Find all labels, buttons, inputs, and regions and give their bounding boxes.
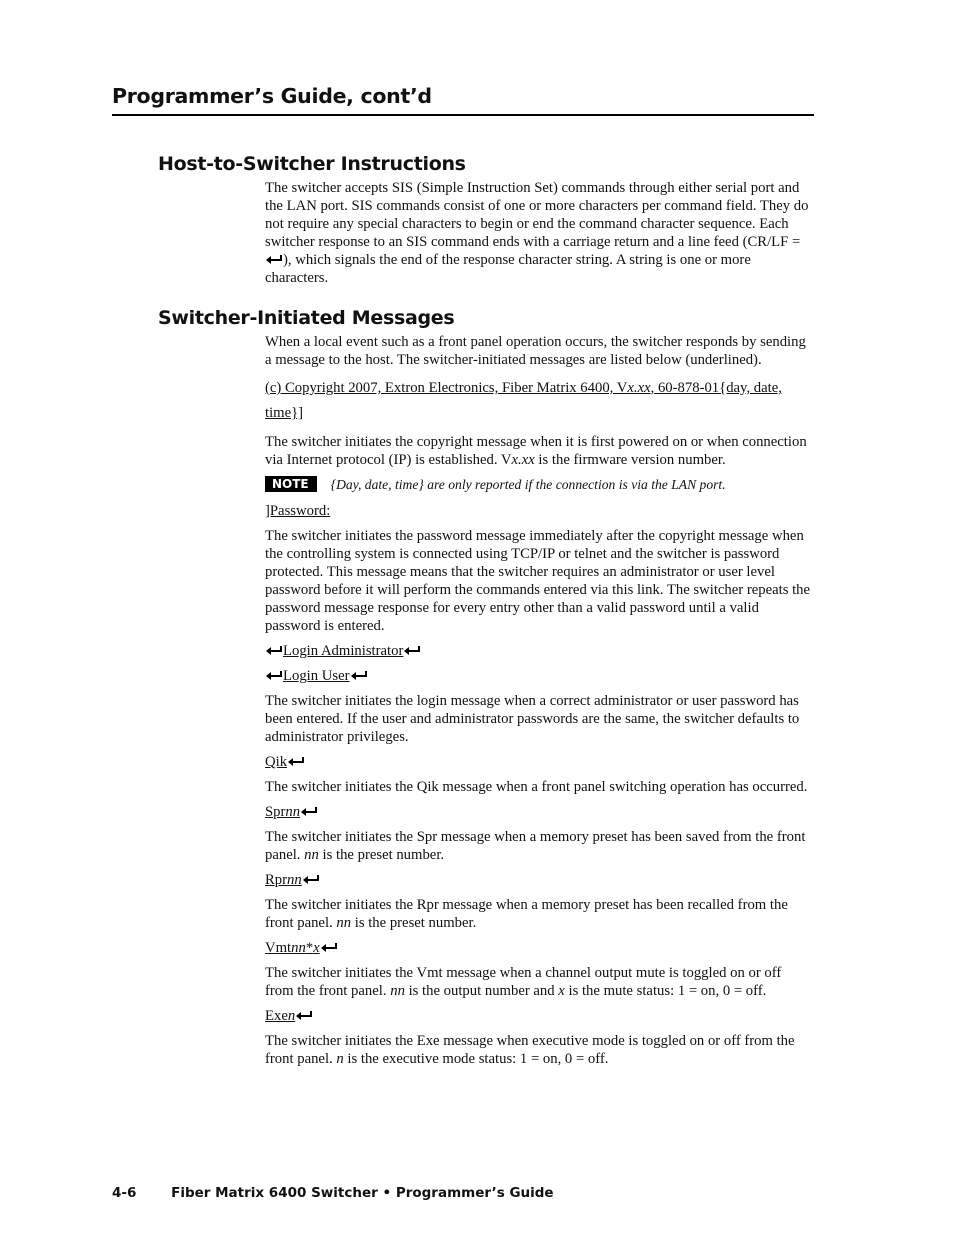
return-icon: [302, 874, 320, 885]
sis-paragraph: The switcher accepts SIS (Simple Instruction Set) commands through either serial port and the LAN port. SIS commands consist of one or more characters per command field. They do not require any special characters to begin or end the command character sequence. Each switcher response to an SIS command ends with a carriage return and a line feed (CR/LF = ), which signals the end of the response character string. A string is one or more characters.: [265, 180, 809, 286]
return-icon: [265, 645, 283, 656]
spr-message: Sprnn: [265, 803, 813, 821]
copyright-message: (c) Copyright 2007, Extron Electronics, Fiber Matrix 6400, Vx.xx, 60-878-01{day, date, time}]: [265, 380, 782, 421]
password-description: The switcher initiates the password message immediately after the copyright message when the controlling system is connected using TCP/IP or telnet and the switcher is password protected. This message means that the switcher requires an administrator or user level password before it will perform the commands entered via this link. The switcher repeats the password message response for every entry other than a valid password until a valid password is entered.: [265, 528, 811, 634]
return-icon: [287, 756, 305, 767]
page-header-title: Programmer’s Guide, cont’d: [112, 84, 432, 108]
qik-message: Qik: [265, 753, 813, 771]
section-heading-switcher-initiated: Switcher-Initiated Messages: [158, 307, 455, 329]
exe-description: The switcher initiates the Exe message when executive mode is toggled on or off from the front panel. n is the executive mode status: 1 = on, 0 = off.: [265, 1033, 795, 1067]
note-badge: NOTE: [265, 476, 317, 492]
return-icon: [350, 670, 368, 681]
qik-description: The switcher initiates the Qik message when a front panel switching operation has occurred.: [265, 779, 808, 795]
vmt-message: Vmtnn*x: [265, 939, 813, 957]
section-switcher-initiated-body: [265, 333, 813, 1075]
note-text: {Day, date, time} are only reported if the connection is via the LAN port.: [330, 477, 726, 492]
page-number: 4-6: [112, 1185, 137, 1201]
section-heading-host-to-switcher: Host-to-Switcher Instructions: [158, 153, 466, 175]
vmt-description: The switcher initiates the Vmt message when a channel output mute is toggled on or off from the front panel. nn is the output number and x is the mute status: 1 = on, 0 = off.: [265, 965, 782, 999]
return-icon: [403, 645, 421, 656]
login-description: The switcher initiates the login message when a correct administrator or user password has been entered. If the user and administrator passwords are the same, the switcher defaults to administrator privileges.: [265, 693, 800, 745]
return-icon: [300, 806, 318, 817]
exe-message: Exen: [265, 1007, 813, 1025]
password-message: ]Password:: [265, 503, 331, 519]
intro-paragraph: When a local event such as a front panel operation occurs, the switcher responds by sending a message to the host. The switcher-initiated messages are listed below (underlined).: [265, 334, 806, 368]
rpr-message: Rprnn: [265, 871, 813, 889]
return-icon: [295, 1010, 313, 1021]
note: [265, 476, 813, 493]
return-icon: [265, 254, 283, 265]
login-administrator-message: Login Administrator: [265, 642, 813, 660]
rpr-description: The switcher initiates the Rpr message when a memory preset has been recalled from the front panel. nn is the preset number.: [265, 897, 788, 931]
page-footer: [112, 1185, 554, 1201]
return-icon: [265, 670, 283, 681]
section-host-to-switcher-body: [265, 179, 813, 294]
return-icon: [320, 942, 338, 953]
spr-description: The switcher initiates the Spr message when a memory preset has been saved from the front panel. nn is the preset number.: [265, 829, 806, 863]
page-header: [112, 84, 814, 116]
footer-title: Fiber Matrix 6400 Switcher • Programmer’s Guide: [171, 1185, 554, 1201]
login-user-message: Login User: [265, 667, 813, 685]
copyright-description: The switcher initiates the copyright message when it is first powered on or when connection via Internet protocol (IP) is established. Vx.xx is the firmware version number.: [265, 434, 807, 468]
